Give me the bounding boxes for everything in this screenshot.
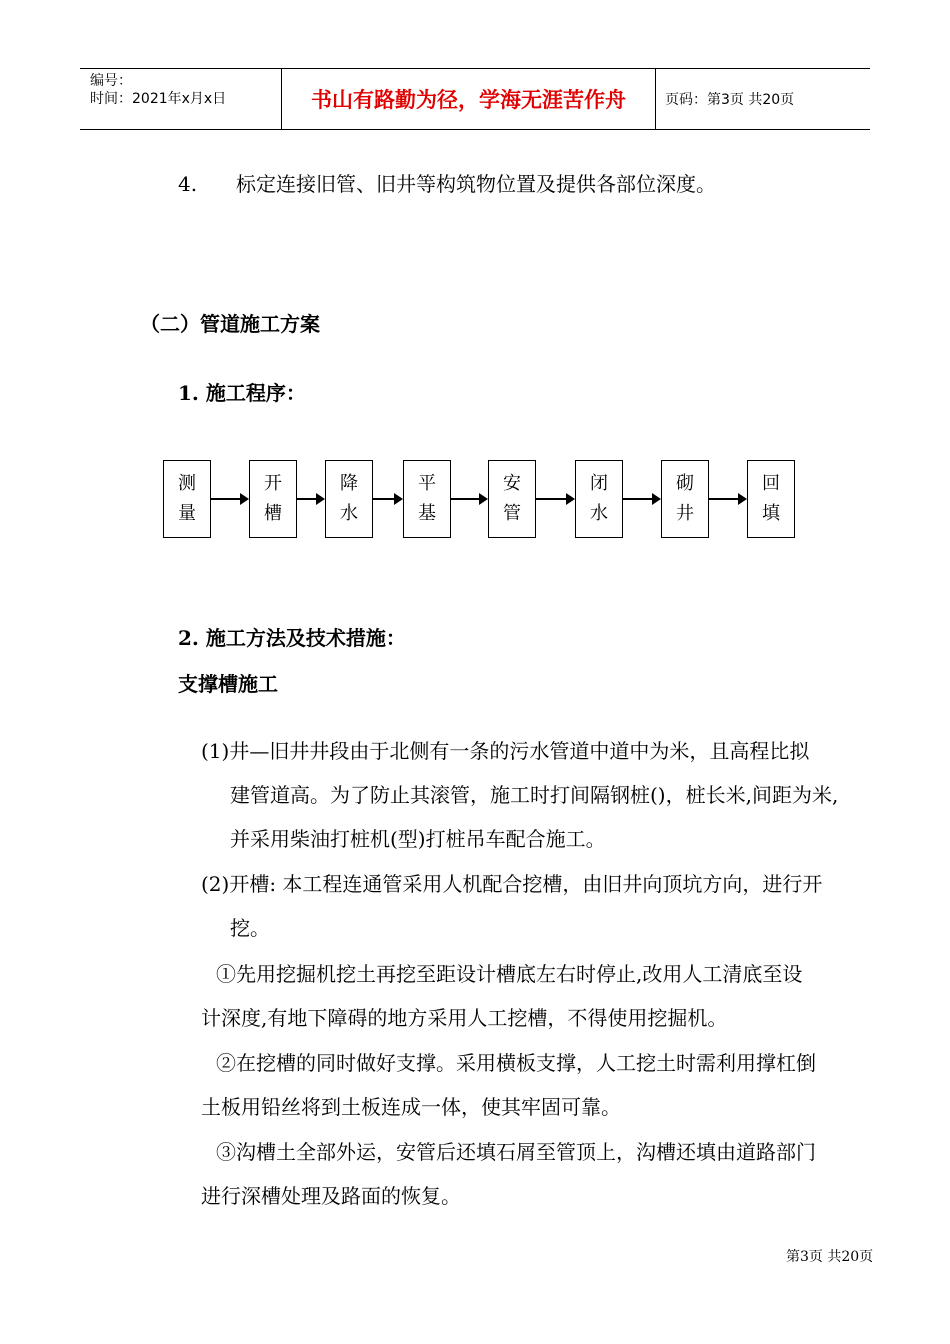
flow-step-dewater: 降 水 bbox=[325, 460, 373, 538]
flow-arrow bbox=[297, 498, 323, 500]
body-line: (1)井—旧井井段由于北侧有一条的污水管道中道中为米，且高程比拟 bbox=[201, 739, 810, 763]
subsection-2-title: 2. 施工方法及技术措施： bbox=[178, 626, 406, 650]
flow-arrow bbox=[623, 498, 659, 500]
body-line: (2)开槽: 本工程连通管采用人机配合挖槽，由旧井向顶坑方向，进行开 bbox=[201, 872, 823, 896]
flow-arrow bbox=[709, 498, 745, 500]
header-divider bbox=[655, 69, 656, 129]
header-motto: 书山有路勤为径，学海无涯苦作舟 bbox=[311, 88, 626, 112]
item-4 bbox=[178, 168, 716, 197]
flow-step-base: 平 基 bbox=[403, 460, 451, 538]
page-footer: 第3页 共20页 bbox=[786, 1249, 874, 1265]
body-line: ②在挖槽的同时做好支撑。采用横板支撑，人工挖土时需利用撑杠倒 bbox=[216, 1051, 816, 1075]
flow-arrow bbox=[451, 498, 486, 500]
body-line: 土板用铅丝将到土板连成一体，使其牢固可靠。 bbox=[201, 1095, 621, 1119]
flow-arrow bbox=[373, 498, 401, 500]
body-line: ③沟槽土全部外运，安管后还填石屑至管顶上，沟槽还填由道路部门 bbox=[216, 1140, 816, 1164]
body-line: 并采用柴油打桩机(型)打桩吊车配合施工。 bbox=[230, 827, 606, 851]
header-page-info: 页码：第3页 共20页 bbox=[665, 92, 795, 108]
number-label: 编号： bbox=[90, 73, 132, 89]
flow-step-build-well: 砌 井 bbox=[661, 460, 709, 538]
flow-step-trench: 开 槽 bbox=[249, 460, 297, 538]
subsection-2-heading: 支撑槽施工 bbox=[178, 672, 278, 696]
body-line: 挖。 bbox=[230, 916, 270, 940]
flow-step-install-pipe: 安 管 bbox=[488, 460, 536, 538]
item-4-text: 标定连接旧管、旧井等构筑物位置及提供各部位深度。 bbox=[236, 172, 716, 196]
flow-step-backfill: 回 填 bbox=[747, 460, 795, 538]
flow-arrow bbox=[536, 498, 573, 500]
page-header bbox=[80, 68, 870, 130]
section-title: （二）管道施工方案 bbox=[140, 312, 320, 336]
body-line: ①先用挖掘机挖土再挖至距设计槽底左右时停止,改用人工清底至设 bbox=[216, 962, 803, 986]
flow-step-water-test: 闭 水 bbox=[575, 460, 623, 538]
item-4-number: 4. bbox=[178, 172, 198, 196]
flow-arrow bbox=[211, 498, 247, 500]
body-line: 建管道高。为了防止其滚管，施工时打间隔钢桩()，桩长米,间距为米, bbox=[230, 783, 839, 807]
body-line: 计深度,有地下障碍的地方采用人工挖槽，不得使用挖掘机。 bbox=[201, 1006, 728, 1030]
header-meta bbox=[90, 72, 226, 108]
subsection-1-title: 1. 施工程序： bbox=[178, 381, 306, 405]
time-label: 时间：2021年x月x日 bbox=[90, 91, 227, 107]
body-line: 进行深槽处理及路面的恢复。 bbox=[201, 1184, 461, 1208]
flow-step-survey: 测 量 bbox=[163, 460, 211, 538]
